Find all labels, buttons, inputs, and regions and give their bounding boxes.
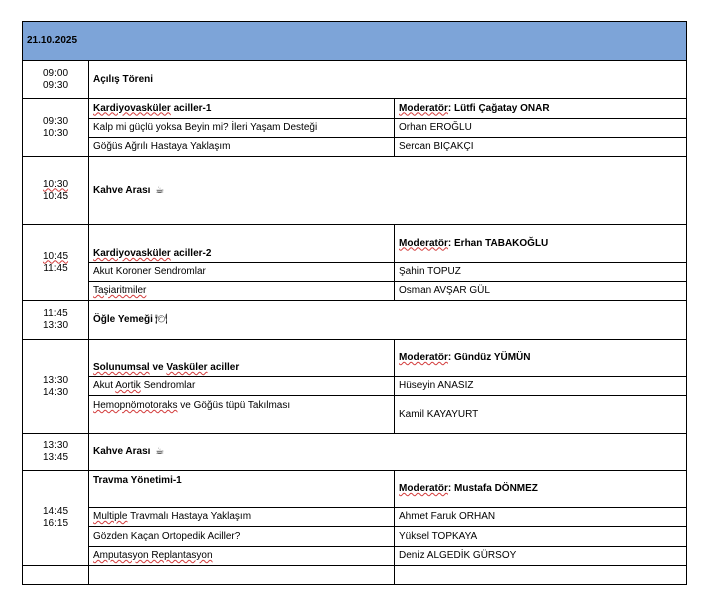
moderator-label: Moderatör (399, 483, 448, 494)
session-title (89, 225, 395, 263)
talk-title: Gözden Kaçan Ortopedik Aciller? (89, 527, 395, 547)
talk-title-part: Travmalı Hastaya Yaklaşım (127, 511, 252, 522)
talk-title (89, 282, 395, 301)
session-title-part: Kardiyovasküler (93, 102, 171, 114)
session-title-part: Solunumsal (93, 362, 150, 373)
talk-title (89, 377, 395, 396)
session-header-row (23, 225, 687, 263)
start-time: 10:30 (42, 178, 69, 190)
opening-title: Açılış Töreni (89, 61, 687, 99)
date-header-row (23, 22, 687, 61)
talk-speaker: Ahmet Faruk ORHAN (395, 508, 687, 527)
time-cell (23, 434, 89, 471)
talk-speaker: Deniz ALGEDİK GÜRSOY (395, 547, 687, 566)
time-cell (23, 225, 89, 301)
moderator (395, 225, 687, 263)
empty-cell (395, 566, 687, 585)
coffee-icon: ☕ (155, 446, 165, 457)
time-cell (23, 99, 89, 157)
talk-title-part: Sendromlar (140, 380, 196, 391)
talk-row (23, 396, 687, 434)
empty-cell (23, 566, 89, 585)
talk-speaker: Yüksel TOPKAYA (395, 527, 687, 547)
moderator-name: : Mustafa DÖNMEZ (447, 483, 538, 494)
moderator-label: Moderatör (399, 352, 448, 363)
talk-title-text: Taşiaritmiler (93, 285, 147, 296)
moderator-name: : Gündüz YÜMÜN (447, 352, 531, 363)
talk-speaker: Hüseyin ANASIZ (395, 377, 687, 396)
empty-row (23, 566, 687, 585)
talk-speaker: Şahin TOPUZ (395, 263, 687, 282)
schedule-table (22, 21, 687, 585)
talk-title: Göğüs Ağrılı Hastaya Yaklaşım (89, 138, 395, 157)
session-header-row (23, 99, 687, 119)
session-title-part: ve (149, 362, 167, 373)
start-time: 13:30 (42, 440, 69, 451)
session-header-row (23, 340, 687, 377)
start-time: 09:00 (42, 67, 69, 79)
talk-row (23, 263, 687, 282)
time-cell (23, 157, 89, 225)
talk-row (23, 282, 687, 301)
time-cell (23, 301, 89, 340)
talk-row (23, 119, 687, 138)
moderator-label: Moderatör (399, 102, 448, 114)
end-time: 13:30 (42, 320, 69, 331)
break-title (89, 157, 687, 225)
end-time: 16:15 (42, 518, 69, 529)
talk-title-part: Hemopnömotoraks (93, 400, 178, 411)
talk-row (23, 377, 687, 396)
lunch-title (89, 301, 687, 340)
talk-title: Kalp mi güçlü yoksa Beyin mi? İleri Yaşam Desteği (89, 119, 395, 138)
session-title-part: aciller (207, 362, 240, 373)
time-cell (23, 61, 89, 99)
break-title (89, 434, 687, 471)
opening-row (23, 61, 687, 99)
talk-title-part: Amputasyon Replantasyon (93, 550, 213, 561)
break-row (23, 434, 687, 471)
talk-title (89, 547, 395, 566)
moderator (395, 99, 687, 119)
talk-row (23, 508, 687, 527)
session-title-part: aciller-1 (170, 102, 212, 114)
date-header: 21.10.2025 (23, 22, 687, 61)
moderator (395, 340, 687, 377)
start-time: 10:45 (42, 250, 69, 262)
end-time: 09:30 (42, 79, 69, 91)
talk-title-part: Aortik (115, 380, 141, 391)
end-time: 14:30 (42, 386, 69, 398)
start-time: 09:30 (42, 115, 69, 127)
talk-row (23, 547, 687, 566)
lunch-row (23, 301, 687, 340)
moderator-name: : Erhan TABAKOĞLU (447, 237, 549, 249)
end-time: 13:45 (42, 452, 69, 463)
moderator-name: : Lütfi Çağatay ONAR (447, 102, 550, 114)
talk-title: Akut Koroner Sendromlar (89, 263, 395, 282)
moderator (395, 471, 687, 508)
start-time: 11:45 (43, 308, 68, 319)
talk-title (89, 396, 395, 434)
session-title-part: Vasküler (166, 362, 208, 373)
time-cell (23, 340, 89, 434)
coffee-icon: ☕ (155, 184, 165, 196)
talk-speaker: Kamil KAYAYURT (395, 396, 687, 434)
session-title: Travma Yönetimi-1 (89, 471, 395, 508)
talk-title-part: Akut (93, 380, 116, 391)
session-title-part: aciller-2 (170, 248, 212, 259)
end-time: 10:30 (42, 127, 69, 139)
talk-title-part: Multiple (93, 511, 128, 522)
break-label: Kahve Arası (93, 446, 151, 457)
start-time: 13:30 (42, 374, 69, 386)
session-title (89, 99, 395, 119)
talk-speaker: Sercan BIÇAKÇI (395, 138, 687, 157)
end-time: 10:45 (42, 190, 69, 202)
session-header-row (23, 471, 687, 508)
time-cell (23, 471, 89, 566)
break-row (23, 157, 687, 225)
empty-cell (89, 566, 395, 585)
break-label: Kahve Arası (93, 184, 151, 196)
session-title (89, 340, 395, 377)
start-time: 14:45 (42, 506, 69, 517)
talk-row (23, 138, 687, 157)
session-title-part: Kardiyovasküler (93, 248, 171, 259)
talk-speaker: Orhan EROĞLU (395, 119, 687, 138)
talk-title (89, 508, 395, 527)
moderator-label: Moderatör (399, 237, 448, 249)
end-time: 11:45 (43, 262, 68, 274)
talk-row (23, 527, 687, 547)
talk-speaker: Osman AVŞAR GÜL (395, 282, 687, 301)
lunch-label: Öğle Yemeği (93, 314, 153, 325)
talk-title-part: ve Göğüs tüpü Takılması (177, 400, 291, 411)
cutlery-icon: 🍽 (154, 314, 168, 325)
